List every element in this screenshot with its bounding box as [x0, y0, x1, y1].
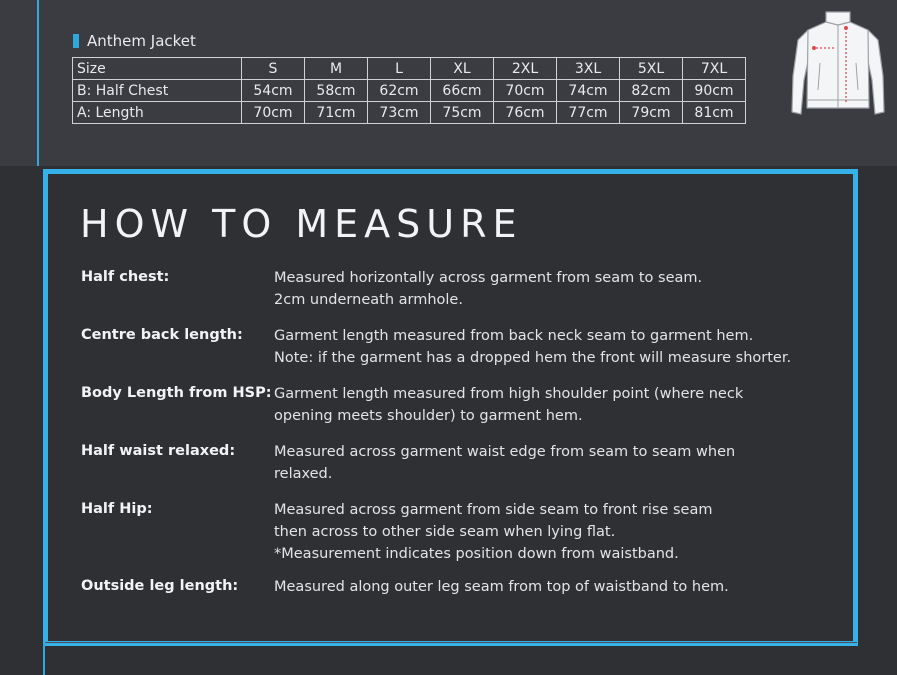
measure-term: Outside leg length:: [81, 578, 239, 594]
measure-description: [274, 499, 712, 565]
table-cell: 73cm: [368, 102, 431, 124]
divider: [45, 642, 857, 643]
size-header-cell: Size: [73, 58, 242, 80]
size-header-cell: S: [242, 58, 305, 80]
how-to-measure-panel: [43, 169, 858, 646]
measure-term: Centre back length:: [81, 327, 243, 343]
description-line: Garment length measured from high shoulder point (where neck: [274, 386, 744, 402]
measure-title: HOW TO MEASURE: [80, 202, 523, 246]
product-title: [73, 32, 196, 50]
table-cell: 82cm: [620, 80, 683, 102]
measure-term: Half chest:: [81, 269, 170, 285]
table-cell: 81cm: [683, 102, 746, 124]
size-header-cell: 3XL: [557, 58, 620, 80]
description-line: 2cm underneath armhole.: [274, 292, 463, 308]
table-cell: B: Half Chest: [73, 80, 242, 102]
accent-line-bottom: [43, 643, 45, 675]
measure-description: [274, 441, 735, 485]
size-header-row: [73, 58, 746, 80]
measure-description: [274, 325, 791, 369]
description-line: Garment length measured from back neck seam to garment hem.: [274, 328, 754, 344]
measure-term: Half waist relaxed:: [81, 443, 236, 459]
accent-line-top: [37, 0, 39, 166]
measure-term: Half Hip:: [81, 501, 153, 517]
table-cell: 76cm: [494, 102, 557, 124]
measure-term: Body Length from HSP:: [81, 385, 272, 401]
table-cell: 74cm: [557, 80, 620, 102]
table-cell: 79cm: [620, 102, 683, 124]
table-cell: 58cm: [305, 80, 368, 102]
description-line: Measured across garment waist edge from seam to seam when: [274, 444, 736, 460]
table-cell: 70cm: [242, 102, 305, 124]
size-header-cell: 7XL: [683, 58, 746, 80]
table-cell: 70cm: [494, 80, 557, 102]
product-title-text: Anthem Jacket: [87, 32, 196, 50]
description-line: relaxed.: [274, 466, 333, 482]
description-line: opening meets shoulder) to garment hem.: [274, 408, 583, 424]
table-cell: 54cm: [242, 80, 305, 102]
table-cell: 75cm: [431, 102, 494, 124]
jacket-diagram-icon: [788, 8, 888, 122]
description-line: *Measurement indicates position down from waistband.: [274, 546, 679, 562]
table-cell: 66cm: [431, 80, 494, 102]
size-header-cell: M: [305, 58, 368, 80]
table-row: [73, 80, 746, 102]
description-line: Note: if the garment has a dropped hem the front will measure shorter.: [274, 350, 792, 366]
size-header-cell: XL: [431, 58, 494, 80]
measure-description: [274, 576, 729, 598]
table-cell: 90cm: [683, 80, 746, 102]
table-cell: A: Length: [73, 102, 242, 124]
size-header-cell: L: [368, 58, 431, 80]
description-line: then across to other side seam when lying flat.: [274, 524, 616, 540]
table-cell: 71cm: [305, 102, 368, 124]
size-header-cell: 5XL: [620, 58, 683, 80]
size-table: [72, 57, 746, 124]
description-line: Measured across garment from side seam to front rise seam: [274, 502, 713, 518]
measure-description: [274, 267, 702, 311]
measure-description: [274, 383, 743, 427]
size-header-cell: 2XL: [494, 58, 557, 80]
table-row: [73, 102, 746, 124]
description-line: Measured along outer leg seam from top of waistband to hem.: [274, 579, 729, 595]
table-cell: 77cm: [557, 102, 620, 124]
description-line: Measured horizontally across garment from seam to seam.: [274, 270, 703, 286]
title-marker: [73, 34, 79, 48]
table-cell: 62cm: [368, 80, 431, 102]
